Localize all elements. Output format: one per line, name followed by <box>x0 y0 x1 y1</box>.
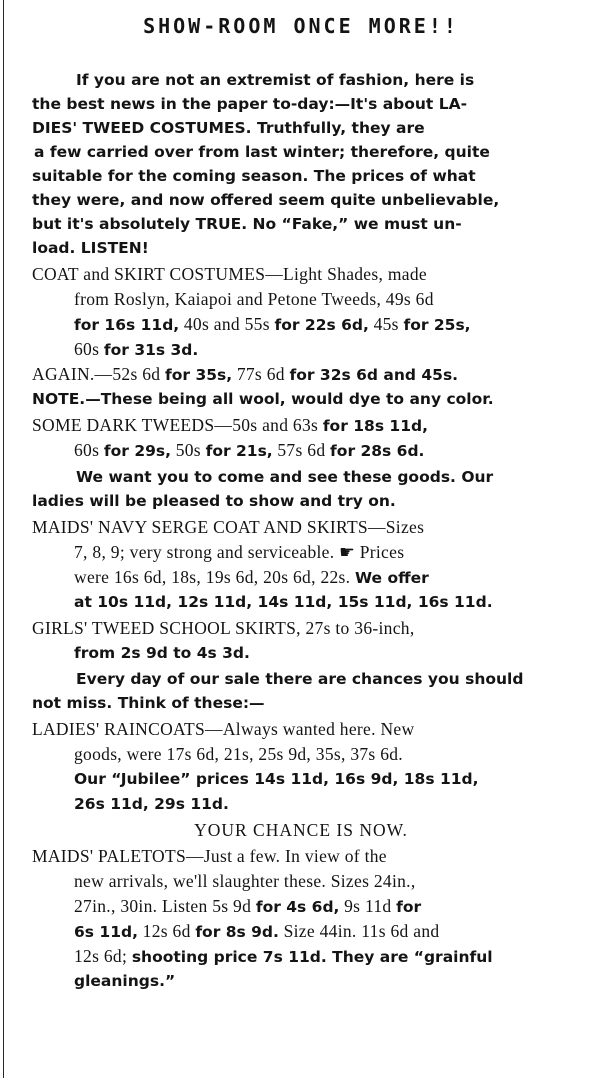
raincoats-line: 26s 11d, 29s 11d. <box>74 795 229 813</box>
paletots-line: 27in., 30in. Listen 5s 9d for 4s 6d, 9s 11d for <box>74 896 422 916</box>
again-line: AGAIN.—52s 6d for 35s, 77s 6d for 32s 6d and 45s. <box>32 364 459 384</box>
girls-skirts-line: GIRLS' TWEED SCHOOL SKIRTS, 27s to 36-inch, <box>32 618 415 638</box>
headline: SHOW-ROOM ONCE MORE!! <box>143 14 459 38</box>
intro-line: load. LISTEN! <box>32 239 149 257</box>
maids-serge-line: at 10s 11d, 12s 11d, 14s 11d, 15s 11d, 16s 11d. <box>74 593 493 611</box>
paletots-line: gleanings.” <box>74 972 176 990</box>
paletots-line: new arrivals, we'll slaughter these. Sizes 24in., <box>74 871 416 891</box>
column-rule <box>3 0 4 1078</box>
everyday-line: Every day of our sale there are chances you should <box>76 670 524 688</box>
intro-line: If you are not an extremist of fashion, here is <box>76 71 475 89</box>
note-line: NOTE.—These being all wool, would dye to any color. <box>32 390 494 408</box>
coat-costumes-line: COAT and SKIRT COSTUMES—Light Shades, made <box>32 264 427 284</box>
maids-serge-line: were 16s 6d, 18s, 19s 6d, 20s 6d, 22s. We offer <box>74 567 429 587</box>
maids-serge-line: MAIDS' NAVY SERGE COAT AND SKIRTS—Sizes <box>32 517 425 537</box>
paletots-line: 6s 11d, 12s 6d for 8s 9d. Size 44in. 11s 6d and <box>74 921 440 941</box>
intro-line: they were, and now offered seem quite unbelievable, <box>32 191 500 209</box>
paletots-line: MAIDS' PALETOTS—Just a few. In view of the <box>32 846 387 866</box>
coat-costumes-line: for 16s 11d, 40s and 55s for 22s 6d, 45s for 25s, <box>74 314 471 334</box>
invitation-line: ladies will be pleased to show and try on. <box>32 492 396 510</box>
raincoats-line: goods, were 17s 6d, 21s, 25s 9d, 35s, 37s 6d. <box>74 744 403 764</box>
dark-tweeds-line: SOME DARK TWEEDS—50s and 63s for 18s 11d, <box>32 415 428 435</box>
intro-line: suitable for the coming season. The prices of what <box>32 167 476 185</box>
everyday-line: not miss. Think of these:— <box>32 694 265 712</box>
invitation-line: We want you to come and see these goods. Our <box>76 468 494 486</box>
intro-line: DIES' TWEED COSTUMES. Truthfully, they are <box>32 119 425 137</box>
coat-costumes-line: from Roslyn, Kaiapoi and Petone Tweeds, 49s 6d <box>74 289 434 309</box>
paletots-line: 12s 6d; shooting price 7s 11d. They are “grainful <box>74 946 493 966</box>
intro-line: but it's absolutely TRUE. No “Fake,” we must un- <box>32 215 462 233</box>
chance-heading: YOUR CHANCE IS NOW. <box>194 820 408 840</box>
intro-line: a few carried over from last winter; therefore, quite <box>34 143 490 161</box>
intro-line: the best news in the paper to-day:—It's about LA- <box>32 95 468 113</box>
raincoats-line: LADIES' RAINCOATS—Always wanted here. New <box>32 719 415 739</box>
maids-serge-line: 7, 8, 9; very strong and serviceable. ☛ Prices <box>74 542 405 562</box>
dark-tweeds-line: 60s for 29s, 50s for 21s, 57s 6d for 28s 6d. <box>74 440 425 460</box>
coat-costumes-line: 60s for 31s 3d. <box>74 339 199 359</box>
girls-skirts-line: from 2s 9d to 4s 3d. <box>74 644 250 662</box>
raincoats-line: Our “Jubilee” prices 14s 11d, 16s 9d, 18s 11d, <box>74 770 479 788</box>
